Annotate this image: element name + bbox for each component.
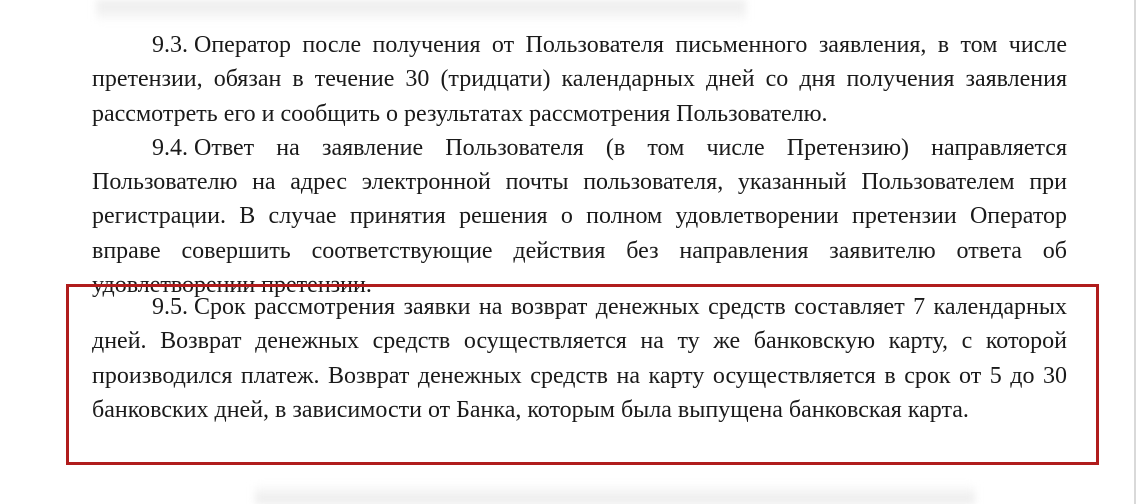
bottom-shadow-decoration — [255, 484, 975, 504]
clause-9-3 — [92, 28, 1067, 131]
clause-text: Оператор после получения от Пользователя письменного заявления, в том числе претензии, обязан в течение 30 (тридцати) календарных дней со дня получения заявления рассмотреть его и сообщить о результатах рассмотрения Пользователю. — [92, 32, 1067, 127]
clause-text: Ответ на заявление Пользователя (в том числе Претензию) направляется Пользователю на адрес электронной почты пользователя, указанный Пользователем при регистрации. В случае принятия решения о полном удовлетворении претензии Оператор вправе совершить соответствующие действия без направления заявителю ответа об удовлетворении претензии. — [92, 134, 1067, 299]
clause-9-4 — [92, 131, 1067, 302]
clause-text: Срок рассмотрения заявки на возврат денежных средств составляет 7 календарных дней. Возврат денежных средств осуществляется на ту же банковскую карту, с которой производился платеж. Возврат денежных средств на карту осуществляется в срок от 5 до 30 банковских дней, в зависимости от Банка, которым была выпущена банковская карта. — [92, 294, 1067, 423]
clause-number: 9.3. — [152, 32, 188, 58]
clause-number: 9.5. — [152, 294, 188, 320]
clause-9-5 — [92, 290, 1067, 427]
document-text — [92, 28, 1067, 302]
top-shadow-decoration — [96, 0, 746, 22]
highlighted-document-text — [92, 290, 1067, 427]
clause-number: 9.4. — [152, 134, 188, 161]
